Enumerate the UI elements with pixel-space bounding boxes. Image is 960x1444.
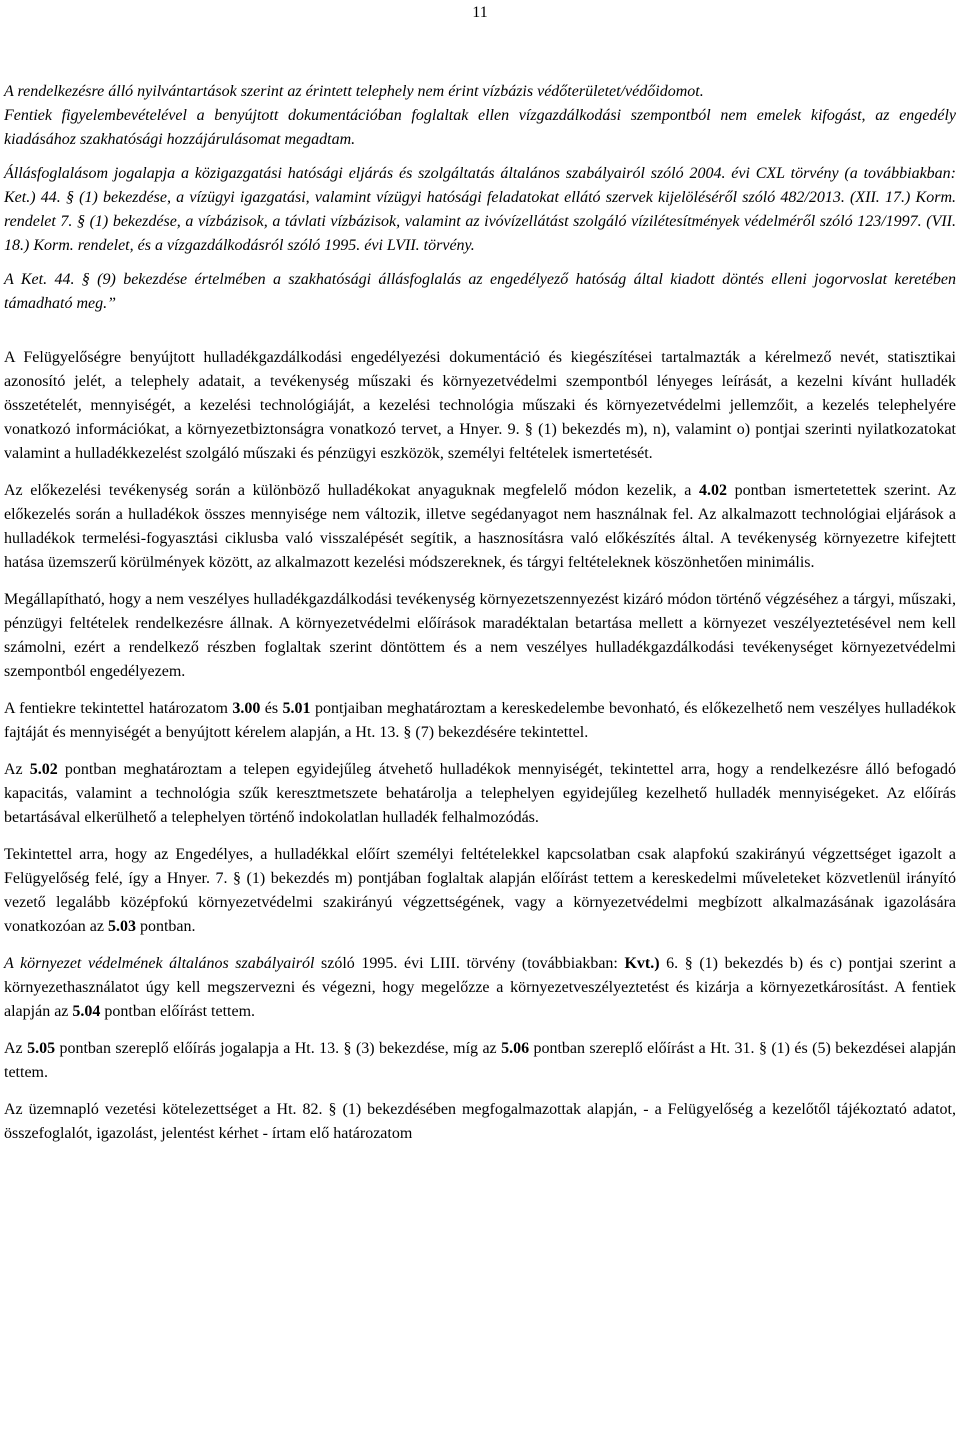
text: 6. § (1) bekezdés b) és c) pontjai szerint a környezethasználatot úgy kell megszervezni és végezni, hogy megelőzze a környezetveszélyeztetést és kizárja a környezetkárosítást. A fentiek alapján az <box>4 955 957 1020</box>
text: szóló 1995. évi LIII. törvény (továbbiakban: <box>314 955 625 972</box>
text: A fentiekre tekintettel határozatom <box>4 700 233 717</box>
italic-paragraph-legal-basis: Állásfoglalásom jogalapja a közigazgatási hatósági eljárás és szolgáltatás általános szabályairól szóló 2004. évi CXL törvény (a továbbiakban: Ket.) 44. § (1) bekezdése, a vízügyi igazgatási, valamint vízügyi hatósági feladatokat ellátó szervek kijelöléséről szóló 482/2013. (XII. 17.) Korm. rendelet 7. § (1) bekezdése, a vízbázisok, a távlati vízbázisok, valamint az ivóvízellátást szolgáló vízilétesítmények védelméről szóló 123/1997. (VII. 18.) Korm. rendelet, és a vízgazdálkodásról szóló 1995. évi LVII. törvény. <box>4 165 956 254</box>
paragraph-pretreatment <box>4 479 956 575</box>
text: és <box>260 700 283 717</box>
page-content <box>4 80 956 1146</box>
text: Tekintettel arra, hogy az Engedélyes, a hulladékkal előírt személyi feltételekkel kapcsolatban csak alapfokú szakirányú végzettséget igazolt a Felügyelőség felé, így a Hnyer. 7. § (1) bekezdés m) pontjában foglaltak alapján előírást tettem a kereskedelmi műveleteket közvetlenül irányító vezető legalább középfokú környezetvédelmi szakirányú végzettségének, vagy a környezetvédelmi megbízott alkalmazásának igazolására vonatkozóan az <box>4 846 956 935</box>
point-reference: 5.01 <box>282 700 311 717</box>
italic-paragraph-consent: Fentiek figyelembevételével a benyújtott dokumentációban foglaltak ellen vízgazdálkodási szempontból nem emelek kifogást, az engedély kiadásához szakhatósági hozzájárulásomat megadtam. <box>4 107 956 148</box>
text: Az előkezelési tevékenység során a különböző hulladékokat anyaguknak megfelelő módon kezelik, a <box>4 482 699 499</box>
text: pontban előírást tettem. <box>100 1003 256 1020</box>
paragraph-points-505-506 <box>4 1037 956 1085</box>
expert-authority-statement <box>4 80 956 316</box>
paragraph-conclusion: Megállapítható, hogy a nem veszélyes hulladékgazdálkodási tevékenység környezetszennyezést kizáró módon történő végzéséhez a tárgyi, műszaki, pénzügyi feltételek rendelkezésre állnak. A környezetvédelmi előírások maradéktalan betartása mellett a környezet veszélyeztetésével nem kell számolni, ezért a rendelkező részben foglaltak szerint döntöttem és a nem veszélyes hulladékgazdálkodási tevékenységet környezetvédelmi szempontból engedélyezem. <box>4 591 956 680</box>
paragraph-point-504 <box>4 952 956 1024</box>
point-reference: 5.02 <box>29 761 58 778</box>
text: Az <box>4 1040 28 1057</box>
text: pontban szereplő előírást a Ht. 31. § (1) és (5) bekezdései alapján tettem. <box>4 1040 956 1081</box>
paragraph-point-502 <box>4 758 956 830</box>
point-reference: 4.02 <box>698 482 727 499</box>
text: pontban meghatároztam a telepen egyidejűleg átvehető hulladékok mennyiségét, tekintettel arra, hogy a rendelkezésre álló befogadó kapacitás, valamint a technológia szűk keresztmetszete behatárolja a telephelyen egyidejűleg kezelhető hulladék mennyiségeket. Az előírás betartásával elkerülhető a telephelyen történő indokolatlan hulladék felhalmozódás. <box>4 761 957 826</box>
paragraph-documentation: A Felügyelőségre benyújtott hulladékgazdálkodási engedélyezési dokumentáció és kiegészítései tartalmazták a kérelmező nevét, statisztikai azonosító jelét, a telephely adatait, a tevékenység műszaki és környezetvédelmi szempontból lényeges leírását, a kezelni kívánt hulladék összetételét, mennyiségét, a kezelési technológiáját, a kezelési technológia műszaki és környezetvédelmi jellemzőit, a kezelés telephelyére vonatkozó információkat, a környezetbiztonságra vonatkozó tervet, a Hnyer. 9. § (1) bekezdés m), n), valamint o) pontjai szerinti nyilatkozatokat valamint a hulladékkezelést szolgáló műszaki és pénzügyi eszközök, személyi feltételek ismertetését. <box>4 349 956 462</box>
italic-paragraph-legal-remedy: A Ket. 44. § (9) bekezdése értelmében a szakhatósági állásfoglalás az engedélyező hatóság által kiadott döntés elleni jogorvoslat keretében támadható meg.” <box>4 271 956 312</box>
law-abbreviation: Kvt.) <box>624 955 660 972</box>
law-title: A környezet védelmének általános szabályairól <box>4 955 315 972</box>
text: pontban. <box>135 918 196 935</box>
text: pontban szereplő előírás jogalapja a Ht. 13. § (3) bekezdése, míg az <box>55 1040 502 1057</box>
paragraph-point-503 <box>4 843 956 939</box>
paragraph-points-300-501 <box>4 697 956 745</box>
italic-paragraph-water-protection: A rendelkezésre álló nyilvántartások szerint az érintett telephely nem érint vízbázis védőterületet/védőidomot. <box>4 83 704 100</box>
point-reference: 5.05 <box>27 1040 56 1057</box>
point-reference: 3.00 <box>232 700 261 717</box>
page-number: 11 <box>472 4 488 21</box>
paragraph-logbook: Az üzemnapló vezetési kötelezettséget a Ht. 82. § (1) bekezdésében megfogalmazottak alapján, - a Felügyelőség a kezelőtől tájékoztató adatot, összefoglalót, igazolást, jelentést kérhet - írtam elő határozatom <box>4 1101 956 1142</box>
point-reference: 5.04 <box>72 1003 101 1020</box>
text: pontban ismertetettek szerint. Az előkezelés során a hulladékok összes mennyisége nem változik, illetve segédanyagot nem használnak fel. Az alkalmazott technológiai eljárások a hulladékok termelési-fogyasztási ciklusba való visszalépését segítik, a hasznosításra való előkészítés által. A tevékenység környezetre kifejtett hatása üzemszerű körülmények között, az alkalmazott kezelési módszereknek, és tárgyi feltételeknek köszönhetően minimális. <box>4 482 956 571</box>
text: Az <box>4 761 30 778</box>
text: pontjaiban meghatároztam a kereskedelembe bevonható, és előkezelhető nem veszélyes hulladékok fajtáját és mennyiségét a benyújtott kérelem alapján, a Ht. 13. § (7) bekezdésére tekintettel. <box>4 700 957 741</box>
point-reference: 5.03 <box>107 918 136 935</box>
point-reference: 5.06 <box>501 1040 530 1057</box>
